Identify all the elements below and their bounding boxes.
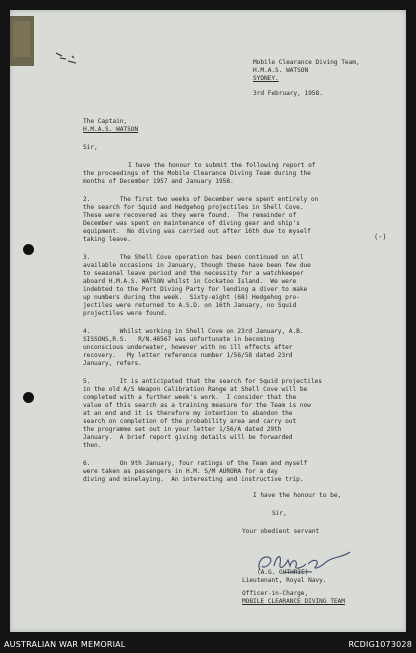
footer-bar	[0, 639, 416, 653]
para5-line: at an end and it is therefore my intention to abandon the	[83, 410, 293, 417]
para5-line: in the old A/S Weapon Calibration Range at Shell Cove will be	[83, 386, 308, 393]
closing-honour: I have the honour to be,	[253, 492, 342, 499]
intro-line: months of December 1957 and January 1958.	[83, 178, 234, 185]
para3-line: to seasonal leave period and the necessity for a watchkeeper	[83, 270, 304, 277]
para3-line: available occasions in January, though these have been few due	[83, 262, 311, 269]
signatory-rank: Lieutenant, Royal Navy.	[242, 577, 327, 584]
para2-line: These were recovered as they were found. The remainder of	[83, 212, 297, 219]
addressee-line1: The Captain,	[83, 118, 128, 125]
para5-line: search on completion of the probability area and carry out	[83, 418, 297, 425]
para4-line: unconscious underwater, however with no ill effects after	[83, 344, 293, 351]
punch-hole-top	[23, 244, 34, 255]
letterhead-line2: H.M.A.S. WATSON	[253, 67, 309, 74]
para2-line: equipment. No diving was carried out after 16th due to myself	[83, 228, 311, 235]
closing-sir: Sir,	[272, 510, 287, 517]
para3-line: aboard H.M.A.S. WATSON whilst in Cockatoo Island. We were	[83, 278, 297, 285]
para4-line: SISSONS,R.S. R/N.46567 was unfortunate in becoming	[83, 336, 275, 343]
intro-line: the proceedings of the Mobile Clearance Diving Team during the	[83, 170, 311, 177]
para4-line: recovery. My letter reference number 1/56/58 dated 23rd	[83, 352, 293, 359]
intro-line: I have the honour to submit the following report of	[128, 162, 316, 169]
letterhead-line1: Mobile Clearance Diving Team,	[253, 59, 360, 66]
closing-servant: Your obedient servant	[242, 528, 320, 535]
letter-date: 3rd February, 1958.	[253, 90, 323, 97]
para5-line: completed with a further week's work. I consider that the	[83, 394, 297, 401]
letterhead-line3: SYDNEY.	[253, 75, 279, 82]
para3-line: jectiles were returned to A.S.D. on 16th January, no Squid	[83, 302, 297, 309]
para3-line: 3. The Shell Cove operation has been continued on all	[83, 254, 304, 261]
para5-line: 5. It is anticipated that the search for Squid projectiles	[83, 378, 322, 385]
para2-line: taking leave.	[83, 236, 131, 243]
para2-line: December was spent on maintenance of diving gear and ship's	[83, 220, 300, 227]
para2-line: 2. The first two weeks of December were spent entirely on	[83, 196, 319, 203]
tape-residue	[10, 16, 34, 66]
para5-line: the programme set out in your letter 1/56/A dated 29th	[83, 426, 282, 433]
addressee-line2: H.M.A.S. WATSON	[83, 126, 139, 133]
para4-line: 4. Whilst working in Shell Cove on 23rd January, A.B.	[83, 328, 304, 335]
para2-line: the search for Squid and Hedgehog projectiles in Shell Cove.	[83, 204, 304, 211]
footer-id: RCDIG1073028	[348, 640, 412, 649]
para6-line: 6. On 9th January, four ratings of the Team and myself	[83, 460, 308, 467]
signatory-name: (A.G. GUTHRIE)	[257, 569, 309, 576]
signatory-role: Officer-in-Charge,	[242, 590, 309, 597]
punch-hole-bottom	[23, 392, 34, 403]
margin-note: (-)	[374, 233, 387, 241]
pencil-mark	[54, 50, 82, 66]
para4-line: January, refers.	[83, 360, 142, 367]
para5-line: value of this search as a training measure for the Team is now	[83, 402, 311, 409]
para6-line: were taken as passengers in H.M. S/M AURORA for a day	[83, 468, 278, 475]
para5-line: then.	[83, 442, 102, 449]
para5-line: January. A brief report giving details will be forwarded	[83, 434, 293, 441]
document-page	[10, 10, 406, 632]
para3-line: projectiles were found.	[83, 310, 168, 317]
para6-line: diving and minelaying. An interesting and instructive trip.	[83, 476, 304, 483]
para3-line: indebted to the Port Diving Party for lending a diver to make	[83, 286, 308, 293]
signatory-unit: MOBILE CLEARANCE DIVING TEAM	[242, 598, 345, 605]
footer-source: AUSTRALIAN WAR MEMORIAL	[4, 640, 126, 649]
para3-line: up numbers during the week. Sixty-eight (68) Hedgehog pro-	[83, 294, 300, 301]
salutation: Sir,	[83, 144, 98, 151]
